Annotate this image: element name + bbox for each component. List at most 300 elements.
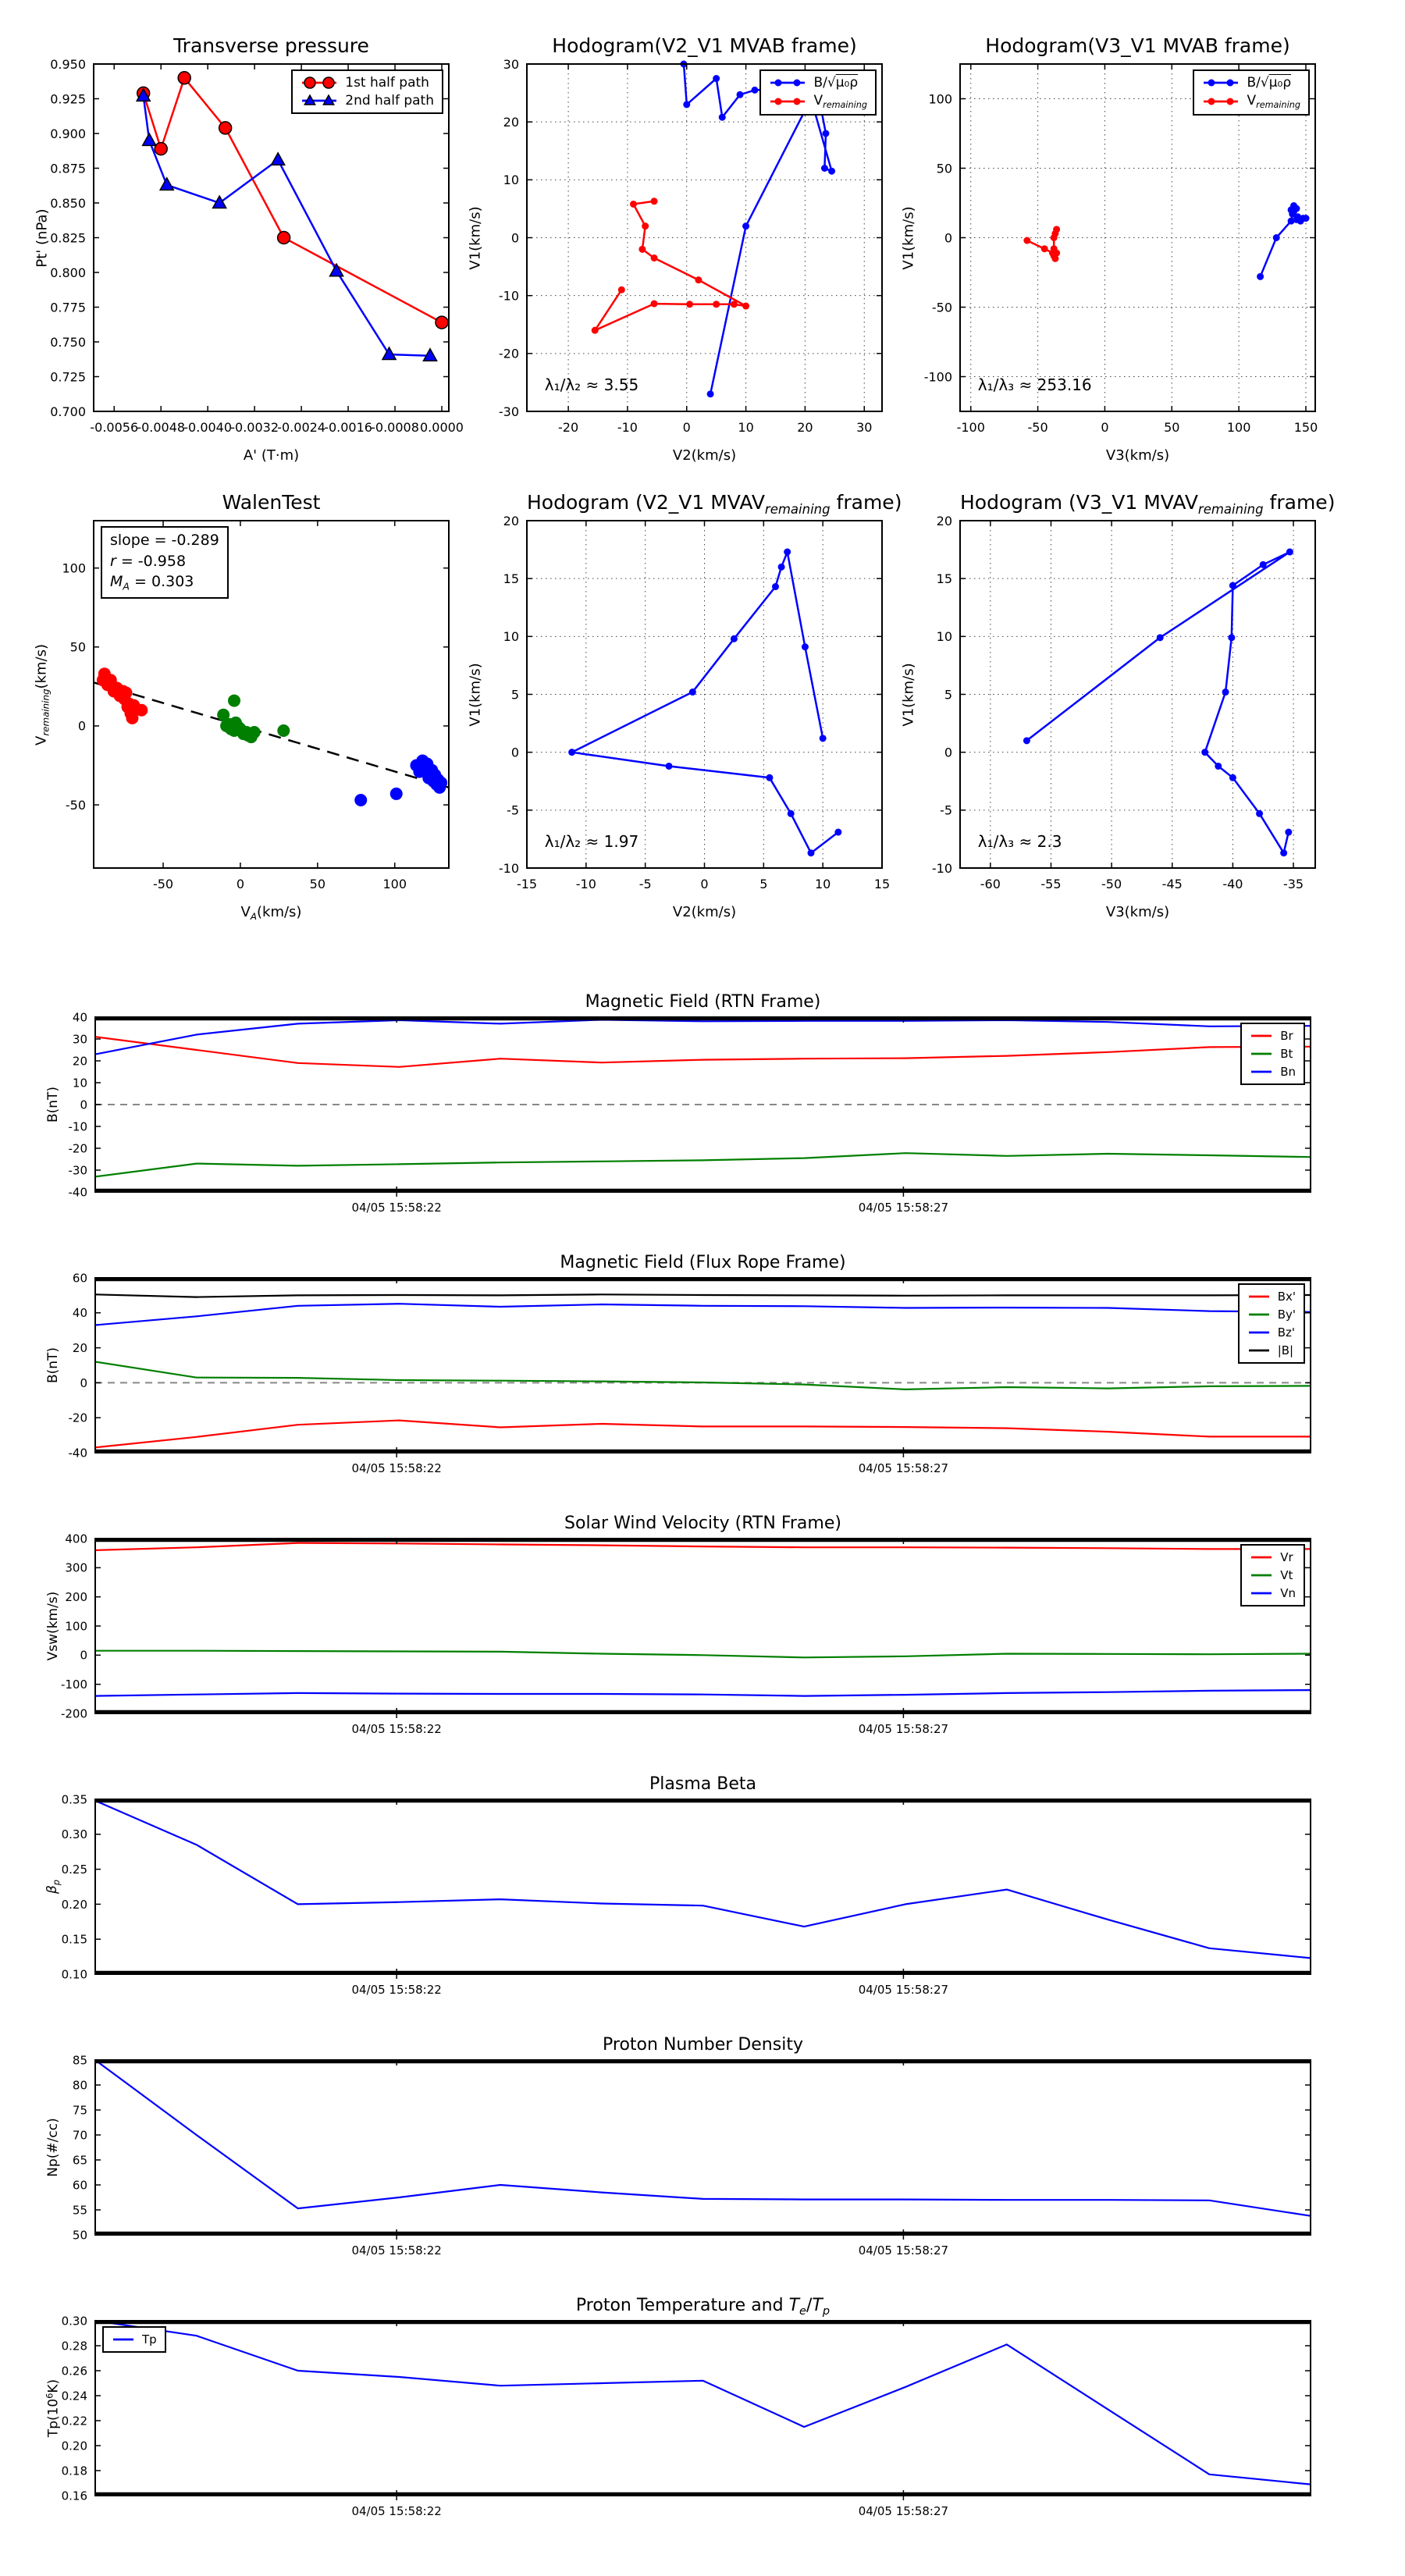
svg-text:0: 0 — [700, 877, 709, 891]
svg-text:0.20: 0.20 — [61, 2439, 87, 2453]
text-segment: Vr — [1280, 1550, 1293, 1564]
plot-solar-wind-velocity — [45, 1514, 1311, 1736]
plot-magnetic-field-rtn — [45, 992, 1311, 1215]
svg-text:-5: -5 — [638, 877, 652, 891]
legend-label — [813, 93, 867, 110]
svg-text:50: 50 — [72, 2228, 87, 2243]
hodogram-v3v1-mvav-canvas — [931, 513, 1315, 891]
svg-text:0.0000: 0.0000 — [420, 420, 464, 435]
transverse-pressure-title — [94, 34, 449, 57]
svg-text:50: 50 — [69, 639, 86, 655]
transverse-pressure-canvas — [50, 56, 464, 435]
svg-text:-20: -20 — [68, 1411, 87, 1425]
svg-text:-35: -35 — [1282, 877, 1304, 891]
svg-text:0: 0 — [1101, 420, 1109, 435]
legend-label — [345, 93, 434, 109]
svg-text:-100: -100 — [923, 369, 952, 385]
svg-text:-30: -30 — [498, 404, 519, 419]
solar-wind-velocity-rtn-canvas — [60, 1532, 1311, 1736]
svg-text:0: 0 — [80, 1648, 87, 1663]
text-segment: 1st half path — [345, 75, 429, 91]
plot-hodogram-v3v1-mvab — [900, 34, 1318, 464]
svg-text:10: 10 — [936, 629, 952, 645]
text-segment: Np(#/cc) — [45, 2118, 61, 2177]
svg-text:50: 50 — [936, 161, 952, 176]
svg-text:-0.0032: -0.0032 — [230, 420, 279, 435]
legend-entry — [301, 75, 434, 91]
plasma-beta-ylabel — [44, 1880, 62, 1894]
legend-label — [1278, 1325, 1295, 1340]
svg-text:0: 0 — [944, 230, 952, 246]
svg-text:04/05 15:58:27: 04/05 15:58:27 — [858, 2504, 949, 2518]
transverse-pressure-ylabel — [34, 208, 51, 267]
text-segment: Hodogram (V2_V1 MVAV — [527, 491, 765, 514]
hodogram-v3v1-mvab-ylabel — [901, 206, 917, 269]
proton-temperature-canvas — [61, 2314, 1311, 2518]
text-segment: = -0.958 — [116, 552, 187, 570]
svg-text:0.20: 0.20 — [61, 1897, 87, 1912]
svg-text:60: 60 — [72, 1271, 87, 1286]
text-segment: V3(km/s) — [1105, 447, 1170, 464]
solar-wind-velocity-rtn-legend — [1240, 1544, 1305, 1606]
svg-text:-40: -40 — [68, 1446, 87, 1461]
svg-text:04/05 15:58:22: 04/05 15:58:22 — [351, 2504, 442, 2518]
svg-text:-20: -20 — [498, 346, 519, 361]
svg-text:0.28: 0.28 — [61, 2339, 87, 2354]
svg-text:-45: -45 — [1161, 877, 1183, 891]
text-segment: V — [1247, 93, 1257, 109]
svg-text:0.35: 0.35 — [61, 1792, 87, 1807]
svg-text:80: 80 — [72, 2078, 87, 2093]
text-segment: remaining — [764, 501, 831, 517]
hodogram-v3v1-mvav-ylabel — [901, 663, 917, 726]
text-segment: V — [813, 93, 823, 109]
legend-entry — [1247, 1325, 1296, 1340]
stats-line — [110, 551, 219, 572]
plot-plasma-beta — [44, 1774, 1311, 1997]
legend-entry — [112, 2332, 157, 2347]
hodogram-v3v1-mvav-annotation: λ₁/λ₃ ≈ 2.3 — [977, 831, 1062, 851]
svg-text:04/05 15:58:27: 04/05 15:58:27 — [858, 1983, 949, 1997]
svg-text:04/05 15:58:22: 04/05 15:58:22 — [351, 1983, 442, 1997]
legend-sample-icon — [1247, 1307, 1271, 1322]
hodogram-v2v1-mvab-ylabel — [468, 206, 484, 269]
legend-sample-icon — [112, 2332, 135, 2347]
svg-text:04/05 15:58:22: 04/05 15:58:22 — [351, 1722, 442, 1736]
hodogram-v3v1-mvab-legend — [1193, 69, 1310, 116]
transverse-pressure-legend — [291, 69, 443, 114]
svg-text:15: 15 — [503, 571, 519, 586]
hodogram-v3v1-mvav-title — [960, 491, 1336, 517]
legend-sample-icon — [1250, 1567, 1273, 1583]
legend-sample-icon — [1250, 1585, 1273, 1601]
svg-text:0: 0 — [510, 230, 519, 246]
hodogram-v2v1-mvav-xlabel — [527, 904, 882, 920]
svg-text:-5: -5 — [940, 802, 952, 818]
svg-text:04/05 15:58:22: 04/05 15:58:22 — [351, 2243, 442, 2258]
legend-label — [1280, 1047, 1293, 1061]
svg-text:-60: -60 — [980, 877, 1001, 891]
legend-label — [813, 75, 858, 91]
text-segment: Proton Number Density — [603, 2035, 803, 2055]
legend-label — [142, 2332, 157, 2347]
svg-text:65: 65 — [72, 2153, 87, 2168]
text-segment: r — [110, 552, 116, 570]
text-segment: 6 — [44, 2393, 55, 2399]
hodogram-v2v1-mvab-xlabel — [527, 447, 882, 464]
text-segment: B/√ — [813, 75, 836, 91]
svg-text:150: 150 — [1293, 420, 1318, 435]
text-segment: Plasma Beta — [649, 1774, 756, 1794]
svg-text:-0.0056: -0.0056 — [90, 420, 139, 435]
transverse-pressure-xlabel — [94, 447, 449, 464]
plot-proton-temperature — [44, 2296, 1311, 2518]
walen-test-title — [94, 491, 449, 514]
text-segment: β — [44, 1885, 61, 1894]
hodogram-v3v1-mvab-xlabel — [960, 447, 1315, 464]
text-segment: B(nT) — [45, 1086, 61, 1123]
walen-test-ylabel — [33, 643, 51, 745]
legend-sample-icon — [1250, 1046, 1273, 1062]
svg-text:0.925: 0.925 — [50, 91, 86, 107]
text-segment: |B| — [1277, 1343, 1294, 1357]
walen-test-stats-box — [101, 526, 229, 599]
svg-text:100: 100 — [62, 560, 86, 576]
legend-entry — [1247, 1343, 1296, 1358]
legend-sample-icon — [769, 75, 806, 91]
hodogram-v2v1-mvab-annotation: λ₁/λ₂ ≈ 3.55 — [544, 375, 639, 394]
text-segment: V1(km/s) — [467, 662, 484, 727]
svg-text:100: 100 — [382, 877, 407, 891]
svg-text:15: 15 — [936, 571, 952, 586]
svg-text:-100: -100 — [60, 1678, 87, 1692]
legend-label — [345, 75, 429, 91]
legend-label — [1247, 75, 1291, 91]
walen-test-xlabel — [94, 904, 449, 922]
svg-text:0.30: 0.30 — [61, 1827, 87, 1842]
text-segment: B/√ — [1247, 75, 1269, 91]
svg-text:70: 70 — [72, 2128, 87, 2143]
legend-label — [1278, 1308, 1296, 1322]
svg-text:-50: -50 — [65, 797, 86, 813]
text-segment: M — [110, 573, 123, 591]
svg-text:0.750: 0.750 — [50, 334, 86, 350]
proton-temperature-title — [95, 2296, 1311, 2318]
svg-text:-20: -20 — [558, 420, 579, 435]
magnetic-field-rtn-ylabel — [45, 1087, 61, 1123]
legend-sample-icon — [1250, 1550, 1273, 1565]
svg-text:-30: -30 — [68, 1163, 87, 1178]
legend-sample-icon — [1250, 1064, 1273, 1080]
proton-number-density-ylabel — [45, 2118, 61, 2176]
svg-text:0.900: 0.900 — [50, 126, 86, 141]
magnetic-field-flux-rope-legend — [1238, 1283, 1305, 1364]
svg-text:0.700: 0.700 — [50, 404, 86, 419]
legend-label — [1278, 1290, 1296, 1304]
svg-text:-5: -5 — [507, 802, 519, 818]
svg-text:-15: -15 — [516, 877, 538, 891]
svg-text:-0.0016: -0.0016 — [324, 420, 372, 435]
hodogram-v3v1-mvab-annotation: λ₁/λ₃ ≈ 253.16 — [977, 375, 1092, 394]
legend-entry — [1250, 1064, 1296, 1080]
svg-text:-20: -20 — [68, 1141, 87, 1156]
svg-text:15: 15 — [873, 877, 891, 891]
text-segment: remaining — [1256, 99, 1300, 110]
text-segment: A — [250, 911, 257, 923]
text-segment: T — [788, 2296, 800, 2315]
svg-text:0.875: 0.875 — [50, 161, 86, 176]
svg-text:40: 40 — [72, 1010, 87, 1025]
legend-entry — [1247, 1289, 1296, 1304]
svg-text:0: 0 — [236, 877, 245, 891]
legend-sample-icon — [1247, 1343, 1271, 1358]
text-segment: By' — [1277, 1308, 1296, 1322]
hodogram-v2v1-mvab-canvas — [498, 56, 882, 435]
plot-magnetic-field-flux-rope — [45, 1253, 1311, 1475]
text-segment: frame) — [1263, 491, 1336, 514]
hodogram-v3v1-mvab-canvas — [923, 64, 1318, 435]
svg-text:100: 100 — [1226, 420, 1251, 435]
stats-line — [110, 530, 219, 551]
magnetic-field-rtn-canvas — [68, 1010, 1311, 1215]
text-segment: Hodogram(V3_V1 MVAB frame) — [985, 34, 1290, 57]
svg-text:20: 20 — [797, 420, 813, 435]
svg-text:-10: -10 — [931, 860, 952, 876]
svg-text:55: 55 — [72, 2203, 87, 2218]
svg-text:-40: -40 — [1222, 877, 1243, 891]
proton-temperature-legend — [102, 2326, 166, 2353]
text-segment: e — [799, 2305, 806, 2318]
svg-text:10: 10 — [503, 629, 519, 645]
svg-text:04/05 15:58:22: 04/05 15:58:22 — [351, 1201, 442, 1215]
svg-text:-50: -50 — [1027, 420, 1048, 435]
legend-sample-icon — [1247, 1289, 1271, 1304]
svg-text:20: 20 — [503, 114, 519, 130]
svg-text:-10: -10 — [617, 420, 638, 435]
svg-text:-40: -40 — [68, 1185, 87, 1200]
text-segment: remaining — [1197, 501, 1264, 517]
svg-text:85: 85 — [72, 2053, 87, 2068]
svg-text:0.26: 0.26 — [61, 2364, 87, 2379]
svg-text:0: 0 — [77, 718, 86, 734]
legend-entry — [1250, 1585, 1296, 1601]
svg-text:-10: -10 — [498, 860, 519, 876]
svg-text:100: 100 — [928, 91, 952, 107]
text-segment: remaining — [40, 688, 52, 736]
legend-sample-icon — [1202, 94, 1240, 109]
svg-text:-200: -200 — [60, 1706, 87, 1721]
text-segment: Solar Wind Velocity (RTN Frame) — [564, 1514, 841, 1533]
text-segment: V2(km/s) — [672, 447, 737, 464]
svg-text:10: 10 — [814, 877, 831, 891]
svg-text:0: 0 — [80, 1375, 87, 1390]
text-segment: μ₀ρ — [1268, 75, 1292, 91]
legend-sample-icon — [1247, 1325, 1271, 1340]
legend-label — [1280, 1029, 1293, 1043]
svg-text:-0.0048: -0.0048 — [137, 420, 186, 435]
text-segment: B(nT) — [45, 1347, 61, 1384]
svg-text:0: 0 — [682, 420, 691, 435]
legend-sample-icon — [301, 75, 338, 91]
svg-text:30: 30 — [856, 420, 873, 435]
svg-text:-100: -100 — [956, 420, 985, 435]
text-segment: V1(km/s) — [467, 205, 484, 270]
magnetic-field-rtn-title — [95, 992, 1311, 1012]
text-segment: Magnetic Field (RTN Frame) — [585, 992, 821, 1012]
stats-line — [110, 571, 219, 593]
plot-walen-test — [33, 491, 449, 923]
plasma-beta-title — [95, 1774, 1311, 1794]
text-segment: μ₀ρ — [835, 75, 859, 91]
hodogram-v3v1-mvab-title — [960, 34, 1315, 57]
svg-text:40: 40 — [72, 1306, 87, 1321]
svg-text:0.16: 0.16 — [61, 2489, 87, 2503]
legend-entry — [1202, 75, 1300, 91]
text-segment: V1(km/s) — [900, 205, 917, 270]
svg-text:300: 300 — [65, 1560, 87, 1575]
legend-label — [1280, 1568, 1293, 1582]
text-segment: Bx' — [1277, 1290, 1296, 1304]
legend-entry — [1250, 1567, 1296, 1583]
legend-label — [1280, 1550, 1293, 1564]
text-segment: Vsw(km/s) — [45, 1591, 61, 1661]
text-segment: V3(km/s) — [1105, 904, 1170, 920]
text-segment: Vn — [1280, 1586, 1296, 1600]
svg-text:0.800: 0.800 — [50, 265, 86, 280]
text-segment: Tp — [142, 2332, 157, 2347]
svg-text:-0.0024: -0.0024 — [277, 420, 325, 435]
svg-text:-10: -10 — [68, 1119, 87, 1134]
magnetic-field-rtn-legend — [1240, 1023, 1305, 1085]
svg-text:10: 10 — [738, 420, 754, 435]
text-segment: Bn — [1280, 1065, 1296, 1079]
svg-text:0.825: 0.825 — [50, 230, 86, 246]
text-segment: A' (T·m) — [243, 447, 300, 464]
svg-text:100: 100 — [65, 1619, 87, 1634]
magnetic-field-flux-rope-canvas — [68, 1271, 1311, 1475]
svg-text:04/05 15:58:27: 04/05 15:58:27 — [858, 2243, 949, 2258]
legend-sample-icon — [301, 93, 338, 109]
text-segment: Transverse pressure — [173, 34, 369, 57]
text-segment: V1(km/s) — [900, 662, 917, 727]
proton-number-density-title — [95, 2035, 1311, 2055]
svg-text:0.725: 0.725 — [50, 369, 86, 385]
text-segment: p — [51, 1880, 62, 1886]
svg-text:-50: -50 — [931, 300, 952, 315]
svg-text:-50: -50 — [1101, 877, 1122, 891]
svg-text:0.950: 0.950 — [50, 56, 86, 72]
text-segment: Br — [1280, 1029, 1293, 1043]
text-segment: K) — [45, 2379, 62, 2393]
svg-text:30: 30 — [503, 56, 519, 72]
svg-text:5: 5 — [510, 687, 519, 703]
proton-number-density-canvas — [72, 2053, 1311, 2258]
svg-text:-10: -10 — [575, 877, 596, 891]
hodogram-v2v1-mvav-canvas — [498, 513, 891, 891]
plasma-beta-canvas — [61, 1792, 1311, 1997]
text-segment: Tp(10 — [45, 2398, 62, 2438]
svg-text:10: 10 — [72, 1076, 87, 1091]
text-segment: p — [822, 2305, 831, 2318]
svg-text:200: 200 — [65, 1590, 87, 1605]
svg-text:0.18: 0.18 — [61, 2464, 87, 2478]
legend-entry — [1250, 1550, 1296, 1565]
svg-text:04/05 15:58:22: 04/05 15:58:22 — [351, 1461, 442, 1475]
legend-sample-icon — [1250, 1028, 1273, 1044]
hodogram-v3v1-mvav-xlabel — [960, 904, 1315, 920]
text-segment: Bt — [1280, 1047, 1293, 1061]
text-segment: V — [240, 904, 251, 920]
text-segment: 2nd half path — [345, 93, 434, 109]
svg-text:20: 20 — [72, 1341, 87, 1355]
svg-text:5: 5 — [944, 687, 952, 703]
plot-hodogram-v2v1-mvav — [467, 491, 902, 920]
svg-text:30: 30 — [72, 1032, 87, 1047]
svg-text:5: 5 — [759, 877, 768, 891]
svg-text:50: 50 — [1164, 420, 1180, 435]
plot-hodogram-v3v1-mvav — [900, 491, 1336, 920]
legend-entry — [301, 93, 434, 109]
svg-text:-55: -55 — [1040, 877, 1062, 891]
legend-entry — [1250, 1046, 1296, 1062]
plot-transverse-pressure — [34, 34, 464, 464]
svg-text:0.850: 0.850 — [50, 195, 86, 211]
svg-text:0.30: 0.30 — [61, 2314, 87, 2329]
text-segment: Proton Temperature and — [575, 2296, 789, 2315]
legend-entry — [769, 93, 867, 110]
svg-text:400: 400 — [65, 1532, 87, 1546]
text-segment: (km/s) — [257, 904, 302, 920]
hodogram-v2v1-mvav-annotation: λ₁/λ₂ ≈ 1.97 — [544, 831, 639, 851]
solar-wind-velocity-rtn-ylabel — [45, 1592, 61, 1661]
magnetic-field-flux-rope-ylabel — [45, 1347, 61, 1383]
plot-proton-number-density — [45, 2035, 1311, 2258]
hodogram-v2v1-mvab-legend — [759, 69, 877, 116]
svg-text:0: 0 — [80, 1098, 87, 1112]
text-segment: Vt — [1280, 1568, 1293, 1582]
legend-entry — [1250, 1028, 1296, 1044]
text-segment: Hodogram (V3_V1 MVAV — [960, 491, 1198, 514]
legend-label — [1280, 1586, 1296, 1600]
svg-text:0.22: 0.22 — [61, 2414, 87, 2428]
hodogram-v2v1-mvav-title — [527, 491, 902, 517]
svg-text:04/05 15:58:27: 04/05 15:58:27 — [858, 1461, 949, 1475]
text-segment: WalenTest — [222, 491, 321, 514]
text-segment: slope = -0.289 — [110, 532, 219, 549]
solar-wind-velocity-rtn-title — [95, 1514, 1311, 1533]
legend-entry — [1202, 93, 1300, 110]
svg-text:0.10: 0.10 — [61, 1967, 87, 1982]
svg-text:0.775: 0.775 — [50, 300, 86, 315]
svg-text:75: 75 — [72, 2103, 87, 2118]
svg-text:0: 0 — [510, 745, 519, 760]
legend-label — [1247, 93, 1300, 110]
text-segment: A — [123, 580, 130, 592]
svg-text:04/05 15:58:27: 04/05 15:58:27 — [858, 1201, 949, 1215]
legend-entry — [1247, 1307, 1296, 1322]
svg-text:60: 60 — [72, 2178, 87, 2193]
text-segment: = 0.303 — [129, 573, 194, 591]
text-segment: Magnetic Field (Flux Rope Frame) — [560, 1253, 846, 1272]
legend-label — [1280, 1065, 1296, 1079]
legend-entry — [769, 75, 867, 91]
svg-text:50: 50 — [309, 877, 326, 891]
svg-text:20: 20 — [936, 513, 952, 528]
magnetic-field-flux-rope-title — [95, 1253, 1311, 1272]
text-segment: frame) — [830, 491, 902, 514]
svg-text:0.25: 0.25 — [61, 1863, 87, 1877]
text-segment: V2(km/s) — [672, 904, 737, 920]
